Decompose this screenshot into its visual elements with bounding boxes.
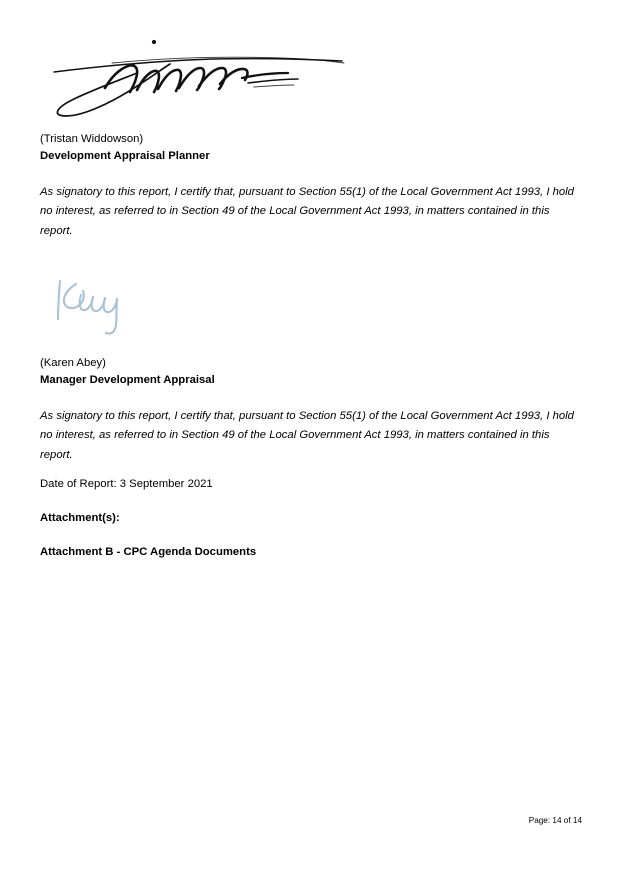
signatory-name-2: (Karen Abey) [40, 357, 106, 369]
attachment-item: Attachment B - CPC Agenda Documents [40, 546, 257, 558]
signatory-title-1: Development Appraisal Planner [40, 150, 210, 162]
certification-statement-2: As signatory to this report, I certify that, pursuant to Section 55(1) of the Local Government Act 1993, I hold no interest, as referred to in Section 49 of the Local Government Act 1993, in matters contained in this report. [40, 410, 574, 461]
certification-statement-1: As signatory to this report, I certify that, pursuant to Section 55(1) of the Local Government Act 1993, I hold no interest, as referred to in Section 49 of the Local Government Act 1993, in matters contained in this report. [40, 186, 574, 237]
signatory-title-2: Manager Development Appraisal [40, 374, 215, 386]
signatory-name-1: (Tristan Widdowson) [40, 133, 144, 145]
page-number-footer: Page: 14 of 14 [528, 816, 582, 825]
attachments-heading: Attachment(s): [40, 512, 120, 524]
handwritten-signature-karen-abey [52, 275, 162, 337]
handwritten-signature-tristan-widdowson [42, 28, 362, 118]
date-of-report: Date of Report: 3 September 2021 [40, 478, 213, 490]
